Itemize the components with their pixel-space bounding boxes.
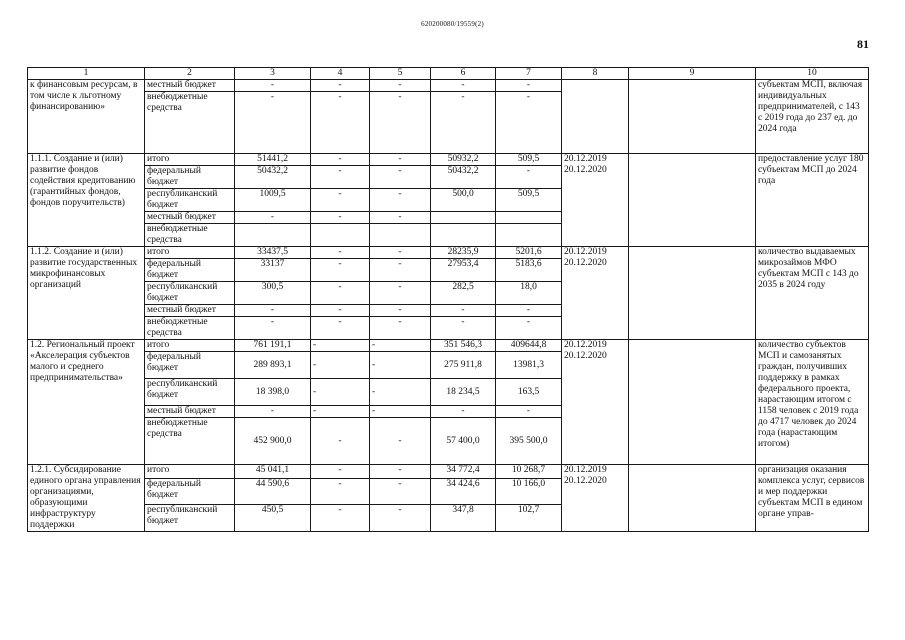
value-cell: 57 400,0 [431,418,496,465]
value-cell: - [311,478,370,505]
value-cell [431,212,496,224]
value-cell: - [311,154,370,166]
value-cell: - [311,166,370,189]
event-name: к финансовым ресурсам, в том числе к льготному финансированию» [28,80,145,154]
value-cell: - [370,92,431,154]
value-cell: 509,5 [496,189,562,212]
source-label: местный бюджет [145,406,235,418]
value-cell: - [496,305,562,317]
value-cell: - [235,305,311,317]
value-cell: - [311,80,370,92]
source-label: республиканский бюджет [145,189,235,212]
value-cell: 761 191,1 [235,340,311,352]
source-label: федеральный бюджет [145,478,235,505]
table-row [28,340,869,352]
col-header: 4 [311,68,370,80]
empty-cell [629,465,756,532]
value-cell [496,224,562,247]
value-cell: - [311,340,370,352]
source-label: внебюджетные средства [145,418,235,465]
start-date: 20.12.2019 [564,340,607,350]
value-cell: 13981,3 [496,352,562,379]
value-cell: 10 268,7 [496,465,562,479]
value-cell: 1009,5 [235,189,311,212]
result-cell: субъектам МСП, включая индивидуальных предпринимателей, с 143 с 2019 года до 237 ед. до 2024 года [756,80,869,154]
empty-cell [629,154,756,247]
page-number: 81 [857,37,869,51]
end-date: 20.12.2020 [564,476,607,486]
value-cell: 51441,2 [235,154,311,166]
value-cell: - [370,340,431,352]
value-cell: 500,0 [431,189,496,212]
value-cell: 44 590,6 [235,478,311,505]
source-label: местный бюджет [145,305,235,317]
event-name: 1.1.2. Создание и (или) развитие государственных микрофинансовых организаций [28,247,145,340]
start-date: 20.12.2019 [564,247,607,257]
end-date: 20.12.2020 [564,165,607,175]
value-cell: - [370,166,431,189]
budget-table [27,67,869,532]
date-cell [562,465,629,532]
value-cell: 452 900,0 [235,418,311,465]
value-cell: 509,5 [496,154,562,166]
start-date: 20.12.2019 [564,154,607,164]
value-cell: - [311,352,370,379]
source-label: республиканский бюджет [145,505,235,532]
value-cell: - [311,317,370,340]
source-label: внебюджетные средства [145,317,235,340]
value-cell: 289 893,1 [235,352,311,379]
value-cell: - [311,505,370,532]
source-label: итого [145,465,235,479]
col-header: 7 [496,68,562,80]
value-cell: - [311,406,370,418]
value-cell [370,224,431,247]
value-cell: - [496,80,562,92]
start-date: 20.12.2019 [564,465,607,475]
value-cell: 282,5 [431,282,496,305]
value-cell: - [235,92,311,154]
table-row [28,154,869,166]
value-cell: 50932,2 [431,154,496,166]
value-cell: - [370,189,431,212]
value-cell: 27953,4 [431,259,496,282]
value-cell: 34 424,6 [431,478,496,505]
col-header: 1 [28,68,145,80]
value-cell: - [370,418,431,465]
source-label: итого [145,154,235,166]
value-cell: 33137 [235,259,311,282]
value-cell: - [496,166,562,189]
event-name: 1.1.1. Создание и (или) развитие фондов содействия кредитованию (гарантийных фондов, фондов поручительств) [28,154,145,247]
value-cell: 300,5 [235,282,311,305]
value-cell: 163,5 [496,379,562,406]
value-cell: 450,5 [235,505,311,532]
col-header: 3 [235,68,311,80]
value-cell: 34 772,4 [431,465,496,479]
result-cell: организация оказания комплекса услуг, сервисов и мер поддержки субъектам МСП в едином органе управ- [756,465,869,532]
value-cell: - [431,92,496,154]
value-cell: - [370,317,431,340]
event-name: 1.2.1. Субсидирование единого органа управления организациями, образующими инфраструктуру поддержки [28,465,145,532]
value-cell: - [311,305,370,317]
header-row [28,68,869,80]
value-cell: - [235,317,311,340]
value-cell: - [235,212,311,224]
table-row [28,80,869,92]
value-cell: 28235,9 [431,247,496,259]
value-cell: - [431,406,496,418]
source-label: внебюджетные средства [145,224,235,247]
source-label: республиканский бюджет [145,282,235,305]
value-cell: - [370,212,431,224]
date-cell [562,340,629,465]
value-cell: 33437,5 [235,247,311,259]
value-cell: - [370,154,431,166]
value-cell: 351 546,3 [431,340,496,352]
table-row [28,465,869,479]
value-cell: 347,8 [431,505,496,532]
col-header: 5 [370,68,431,80]
value-cell: 275 911,8 [431,352,496,379]
value-cell [235,224,311,247]
result-cell: предоставление услуг 180 субъектам МСП до 2024 года [756,154,869,247]
value-cell: 45 041,1 [235,465,311,479]
value-cell: - [311,212,370,224]
value-cell: 5183,6 [496,259,562,282]
source-label: внебюджетные средства [145,92,235,154]
value-cell: - [311,379,370,406]
source-label: федеральный бюджет [145,352,235,379]
result-cell: количество субъектов МСП и самозанятых граждан, получивших поддержку в рамках федерального проекта, нарастающим итогом с 1158 человек с 2019 года до 4717 человек до 2024 года (нарастающим итогом) [756,340,869,465]
value-cell: - [370,247,431,259]
document-id: 620200080/19559(2) [421,20,484,28]
value-cell: 50432,2 [235,166,311,189]
result-cell: количество выдаваемых микрозаймов МФО субъектам МСП с 143 до 2035 в 2024 году [756,247,869,340]
value-cell: - [370,406,431,418]
value-cell: - [370,282,431,305]
source-label: республиканский бюджет [145,379,235,406]
value-cell: - [370,379,431,406]
table-row [28,247,869,259]
value-cell: - [370,259,431,282]
value-cell: 18 398,0 [235,379,311,406]
value-cell: - [431,317,496,340]
value-cell: - [311,465,370,479]
value-cell: 5201,6 [496,247,562,259]
value-cell: - [496,92,562,154]
value-cell: - [370,505,431,532]
source-label: местный бюджет [145,212,235,224]
value-cell: - [431,305,496,317]
col-header: 10 [756,68,869,80]
value-cell: - [370,305,431,317]
end-date: 20.12.2020 [564,351,607,361]
empty-cell [629,340,756,465]
value-cell: 18,0 [496,282,562,305]
end-date: 20.12.2020 [564,258,607,268]
date-cell [562,154,629,247]
value-cell: - [496,317,562,340]
value-cell: - [311,418,370,465]
value-cell: - [370,478,431,505]
source-label: итого [145,340,235,352]
value-cell: 395 500,0 [496,418,562,465]
value-cell: 10 166,0 [496,478,562,505]
value-cell: - [311,247,370,259]
date-cell [562,80,629,154]
source-label: итого [145,247,235,259]
value-cell: - [311,92,370,154]
empty-cell [629,80,756,154]
value-cell [496,212,562,224]
col-header: 8 [562,68,629,80]
col-header: 6 [431,68,496,80]
event-name: 1.2. Региональный проект «Акселерация субъектов малого и среднего предпринимательства» [28,340,145,465]
value-cell: 409644,8 [496,340,562,352]
value-cell: - [311,189,370,212]
empty-cell [629,247,756,340]
value-cell: 18 234,5 [431,379,496,406]
source-label: федеральный бюджет [145,259,235,282]
col-header: 2 [145,68,235,80]
col-header: 9 [629,68,756,80]
value-cell: 50432,2 [431,166,496,189]
source-label: местный бюджет [145,80,235,92]
value-cell: - [235,406,311,418]
date-cell [562,247,629,340]
value-cell: - [496,406,562,418]
value-cell: - [311,282,370,305]
value-cell [311,224,370,247]
value-cell [431,224,496,247]
value-cell: - [311,259,370,282]
value-cell: - [431,80,496,92]
value-cell: 102,7 [496,505,562,532]
value-cell: - [370,352,431,379]
source-label: федеральный бюджет [145,166,235,189]
value-cell: - [370,80,431,92]
value-cell: - [370,465,431,479]
value-cell: - [235,80,311,92]
